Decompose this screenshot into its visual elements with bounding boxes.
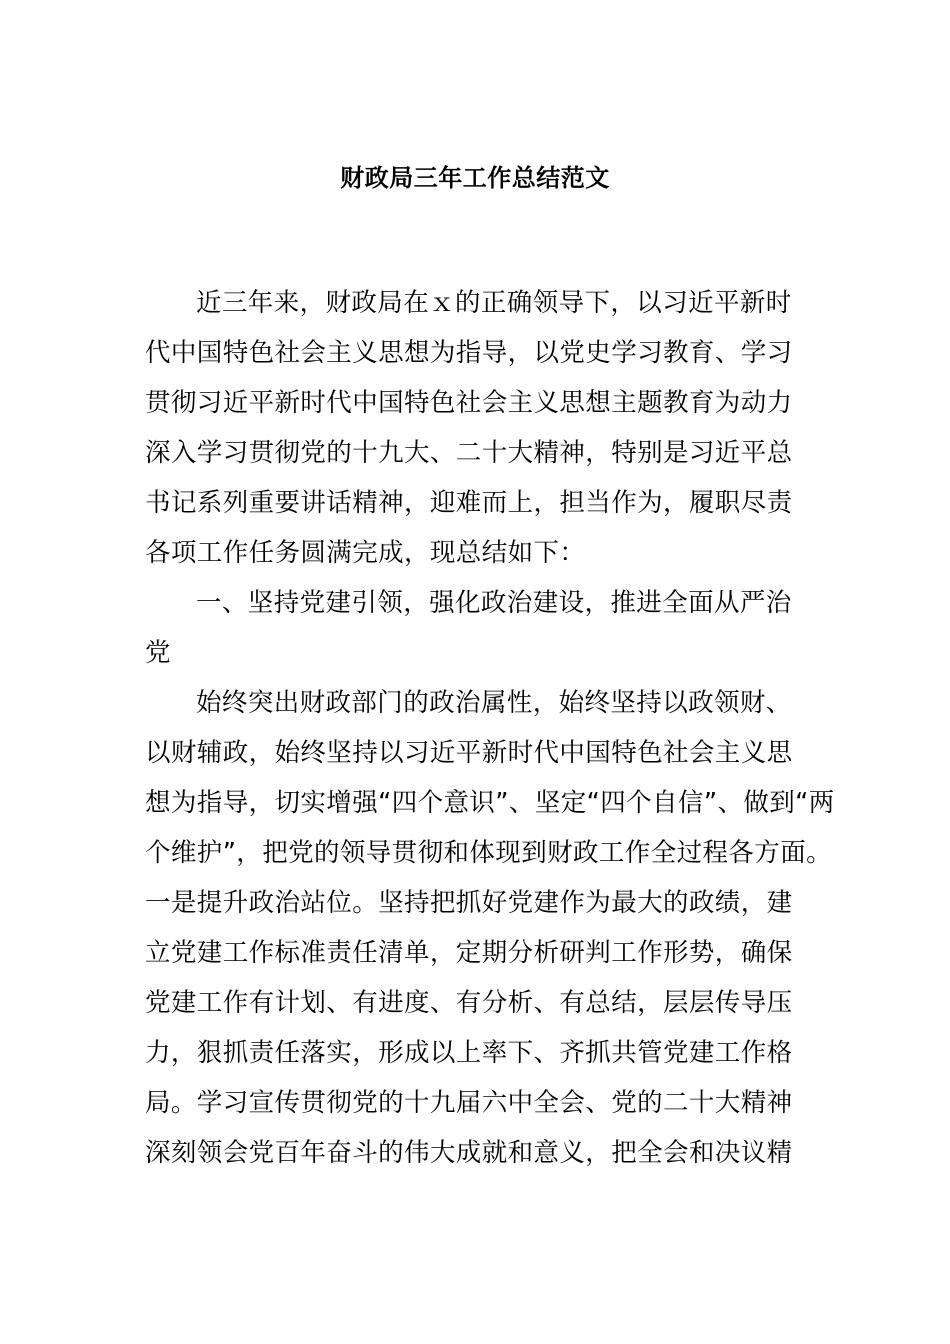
- document-title: 财政局三年工作总结范文: [340, 164, 610, 192]
- paragraph-line: 贯彻习近平新时代中国特色社会主义思想主题教育为动力: [145, 388, 793, 418]
- paragraph-line: 党建工作有计划、有进度、有分析、有总结，层层传导压: [145, 988, 793, 1018]
- paragraph-line: 各项工作任务圆满完成，现总结如下：: [145, 538, 586, 568]
- paragraph-line: 以财辅政，始终坚持以习近平新时代中国特色社会主义思: [145, 738, 793, 768]
- paragraph-line: 代中国特色社会主义思想为指导，以党史学习教育、学习: [145, 338, 793, 368]
- paragraph-line: 力，狠抓责任落实，形成以上率下、齐抓共管党建工作格: [145, 1038, 793, 1068]
- paragraph-line: 一是提升政治站位。坚持把抓好党建作为最大的政绩，建: [145, 888, 793, 918]
- section-heading-line: 党: [145, 638, 171, 668]
- paragraph-line: 立党建工作标准责任清单，定期分析研判工作形势，确保: [145, 938, 793, 968]
- paragraph-line: 局。学习宣传贯彻党的十九届六中全会、党的二十大精神: [145, 1088, 793, 1118]
- paragraph-line: 始终突出财政部门的政治属性，始终坚持以政领财、: [196, 688, 792, 718]
- paragraph-line: 书记系列重要讲话精神，迎难而上，担当作为，履职尽责: [145, 488, 793, 518]
- document-body: [145, 283, 835, 1183]
- section-heading-line: 一、坚持党建引领，强化政治建设，推进全面从严治: [196, 588, 792, 618]
- paragraph-line: 个维护”，把党的领导贯彻和体现到财政工作全过程各方面。: [145, 838, 833, 868]
- paragraph-line: 近三年来，财政局在ｘ的正确领导下，以习近平新时: [196, 288, 792, 318]
- paragraph-line: 深入学习贯彻党的十九大、二十大精神，特别是习近平总: [145, 438, 793, 468]
- paragraph-line: 想为指导，切实增强“四个意识”、坚定“四个自信”、做到“两: [145, 788, 835, 818]
- paragraph-line: 深刻领会党百年奋斗的伟大成就和意义，把全会和决议精: [145, 1138, 793, 1168]
